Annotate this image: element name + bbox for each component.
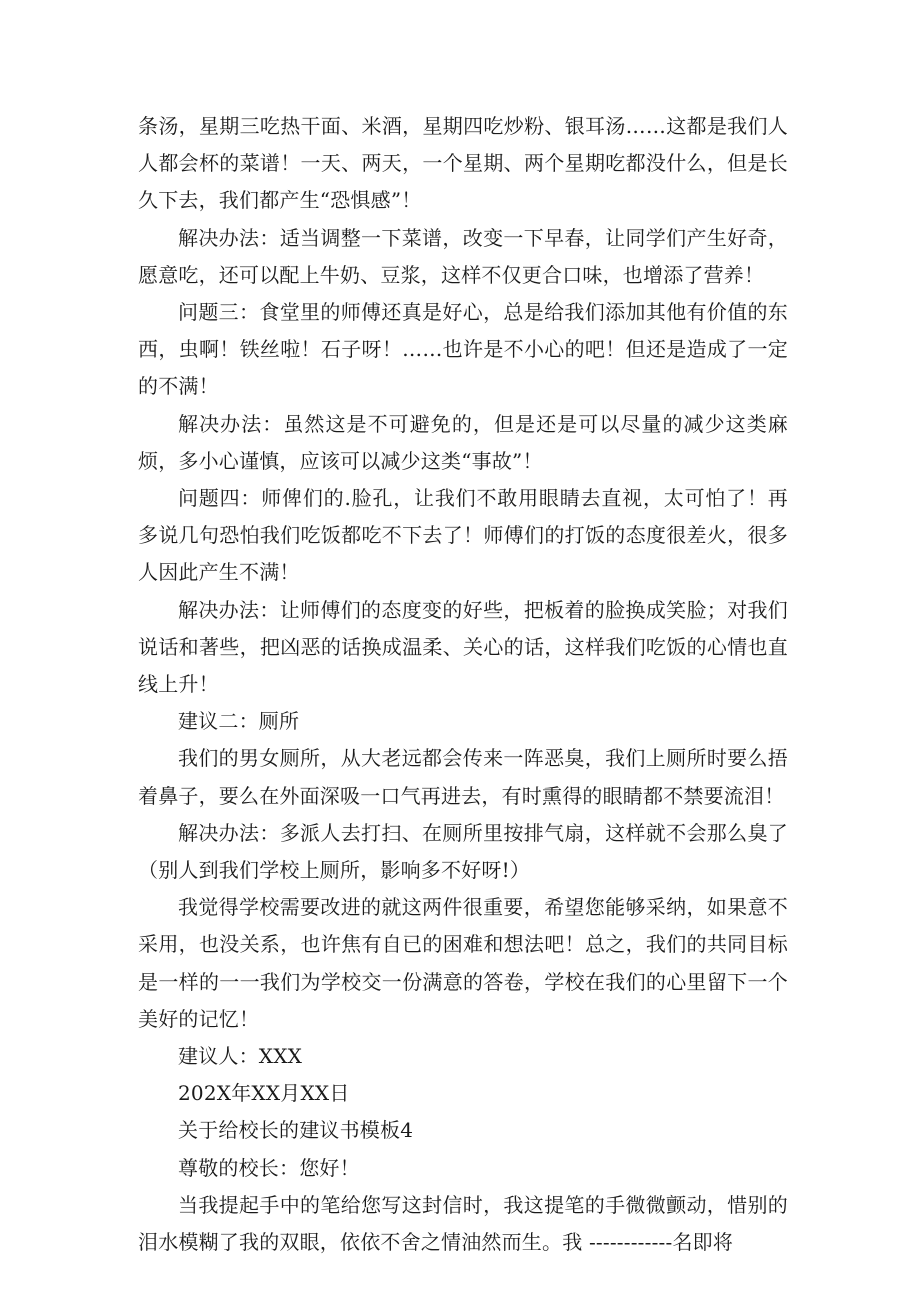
paragraph-toilet-problem: 我们的男女厕所，从大老远都会传来一阵恶臭，我们上厕所时要么捂着鼻子，要么在外面深吸一口气再进去，有时熏得的眼睛都不禁要流泪！ (138, 746, 788, 808)
paragraph-letter-opening: 当我提起手中的笔给您写这封信时，我这提笔的手微微颤动，惜别的泪水模糊了我的双眼，依依不舍之情油然而生。我 ------------名即将 (138, 1192, 788, 1255)
paragraph-solution-menu: 解决办法：适当调整一下菜谱，改变一下早春，让同学们产生好奇，愿意吃，还可以配上牛奶、豆浆，这样不仅更合口味，也增添了营养！ (138, 225, 788, 287)
template-title: 关于给校长的建议书模板4 (178, 1118, 414, 1143)
date-line: 202X年XX月XX日 (178, 1081, 350, 1106)
document-body (138, 108, 788, 1261)
heading-suggestion-two: 建议二：厕所 (178, 709, 300, 734)
signature-line: 建议人：XXX (178, 1044, 303, 1069)
paragraph-solution-four: 解决办法：让师傅们的态度变的好些，把板着的脸换成笑脸；对我们说话和著些，把凶恶的话换成温柔、关心的话，这样我们吃饭的心情也直线上升！ (138, 597, 788, 697)
salutation: 尊敬的校长：您好！ (178, 1155, 360, 1180)
paragraph-conclusion: 我觉得学校需要改进的就这两件很重要，希望您能够采纳，如果意不采用，也没关系，也许焦有自已的困难和想法吧！总之，我们的共同目标是一样的一一我们为学校交一份满意的答卷，学校在我们的心里留下一个美好的记忆！ (138, 895, 788, 1031)
paragraph-menu-continuation: 条汤，星期三吃热干面、米酒，星期四吃炒粉、银耳汤……这都是我们人人都会杯的菜谱！一天、两天，一个星期、两个星期吃都没什么，但是长久下去，我们都产生“恐惧感”！ (138, 114, 788, 213)
paragraph-toilet-solution: 解决办法：多派人去打扫、在厕所里按排气扇，这样就不会那么臭了（别人到我们学校上厕所，影响多不好呀!） (138, 820, 788, 883)
paragraph-problem-three: 问题三：食堂里的师傅还真是好心，总是给我们添加其他有价值的东西，虫啊！铁丝啦！石子呀！……也许是不小心的吧！但还是造成了一定的不满！ (138, 300, 788, 399)
paragraph-solution-three: 解决办法：虽然这是不可避免的，但是还是可以尽量的减少这类麻烦，多小心谨慎，应该可以减少这类“事故”！ (138, 411, 788, 473)
paragraph-problem-four: 问题四：师俾们的.脸孔，让我们不敢用眼睛去直视，太可怕了！再多说几句恐怕我们吃饭都吃不下去了！师傅们的打饭的态度很差火，很多人因此产生不满！ (138, 486, 788, 585)
